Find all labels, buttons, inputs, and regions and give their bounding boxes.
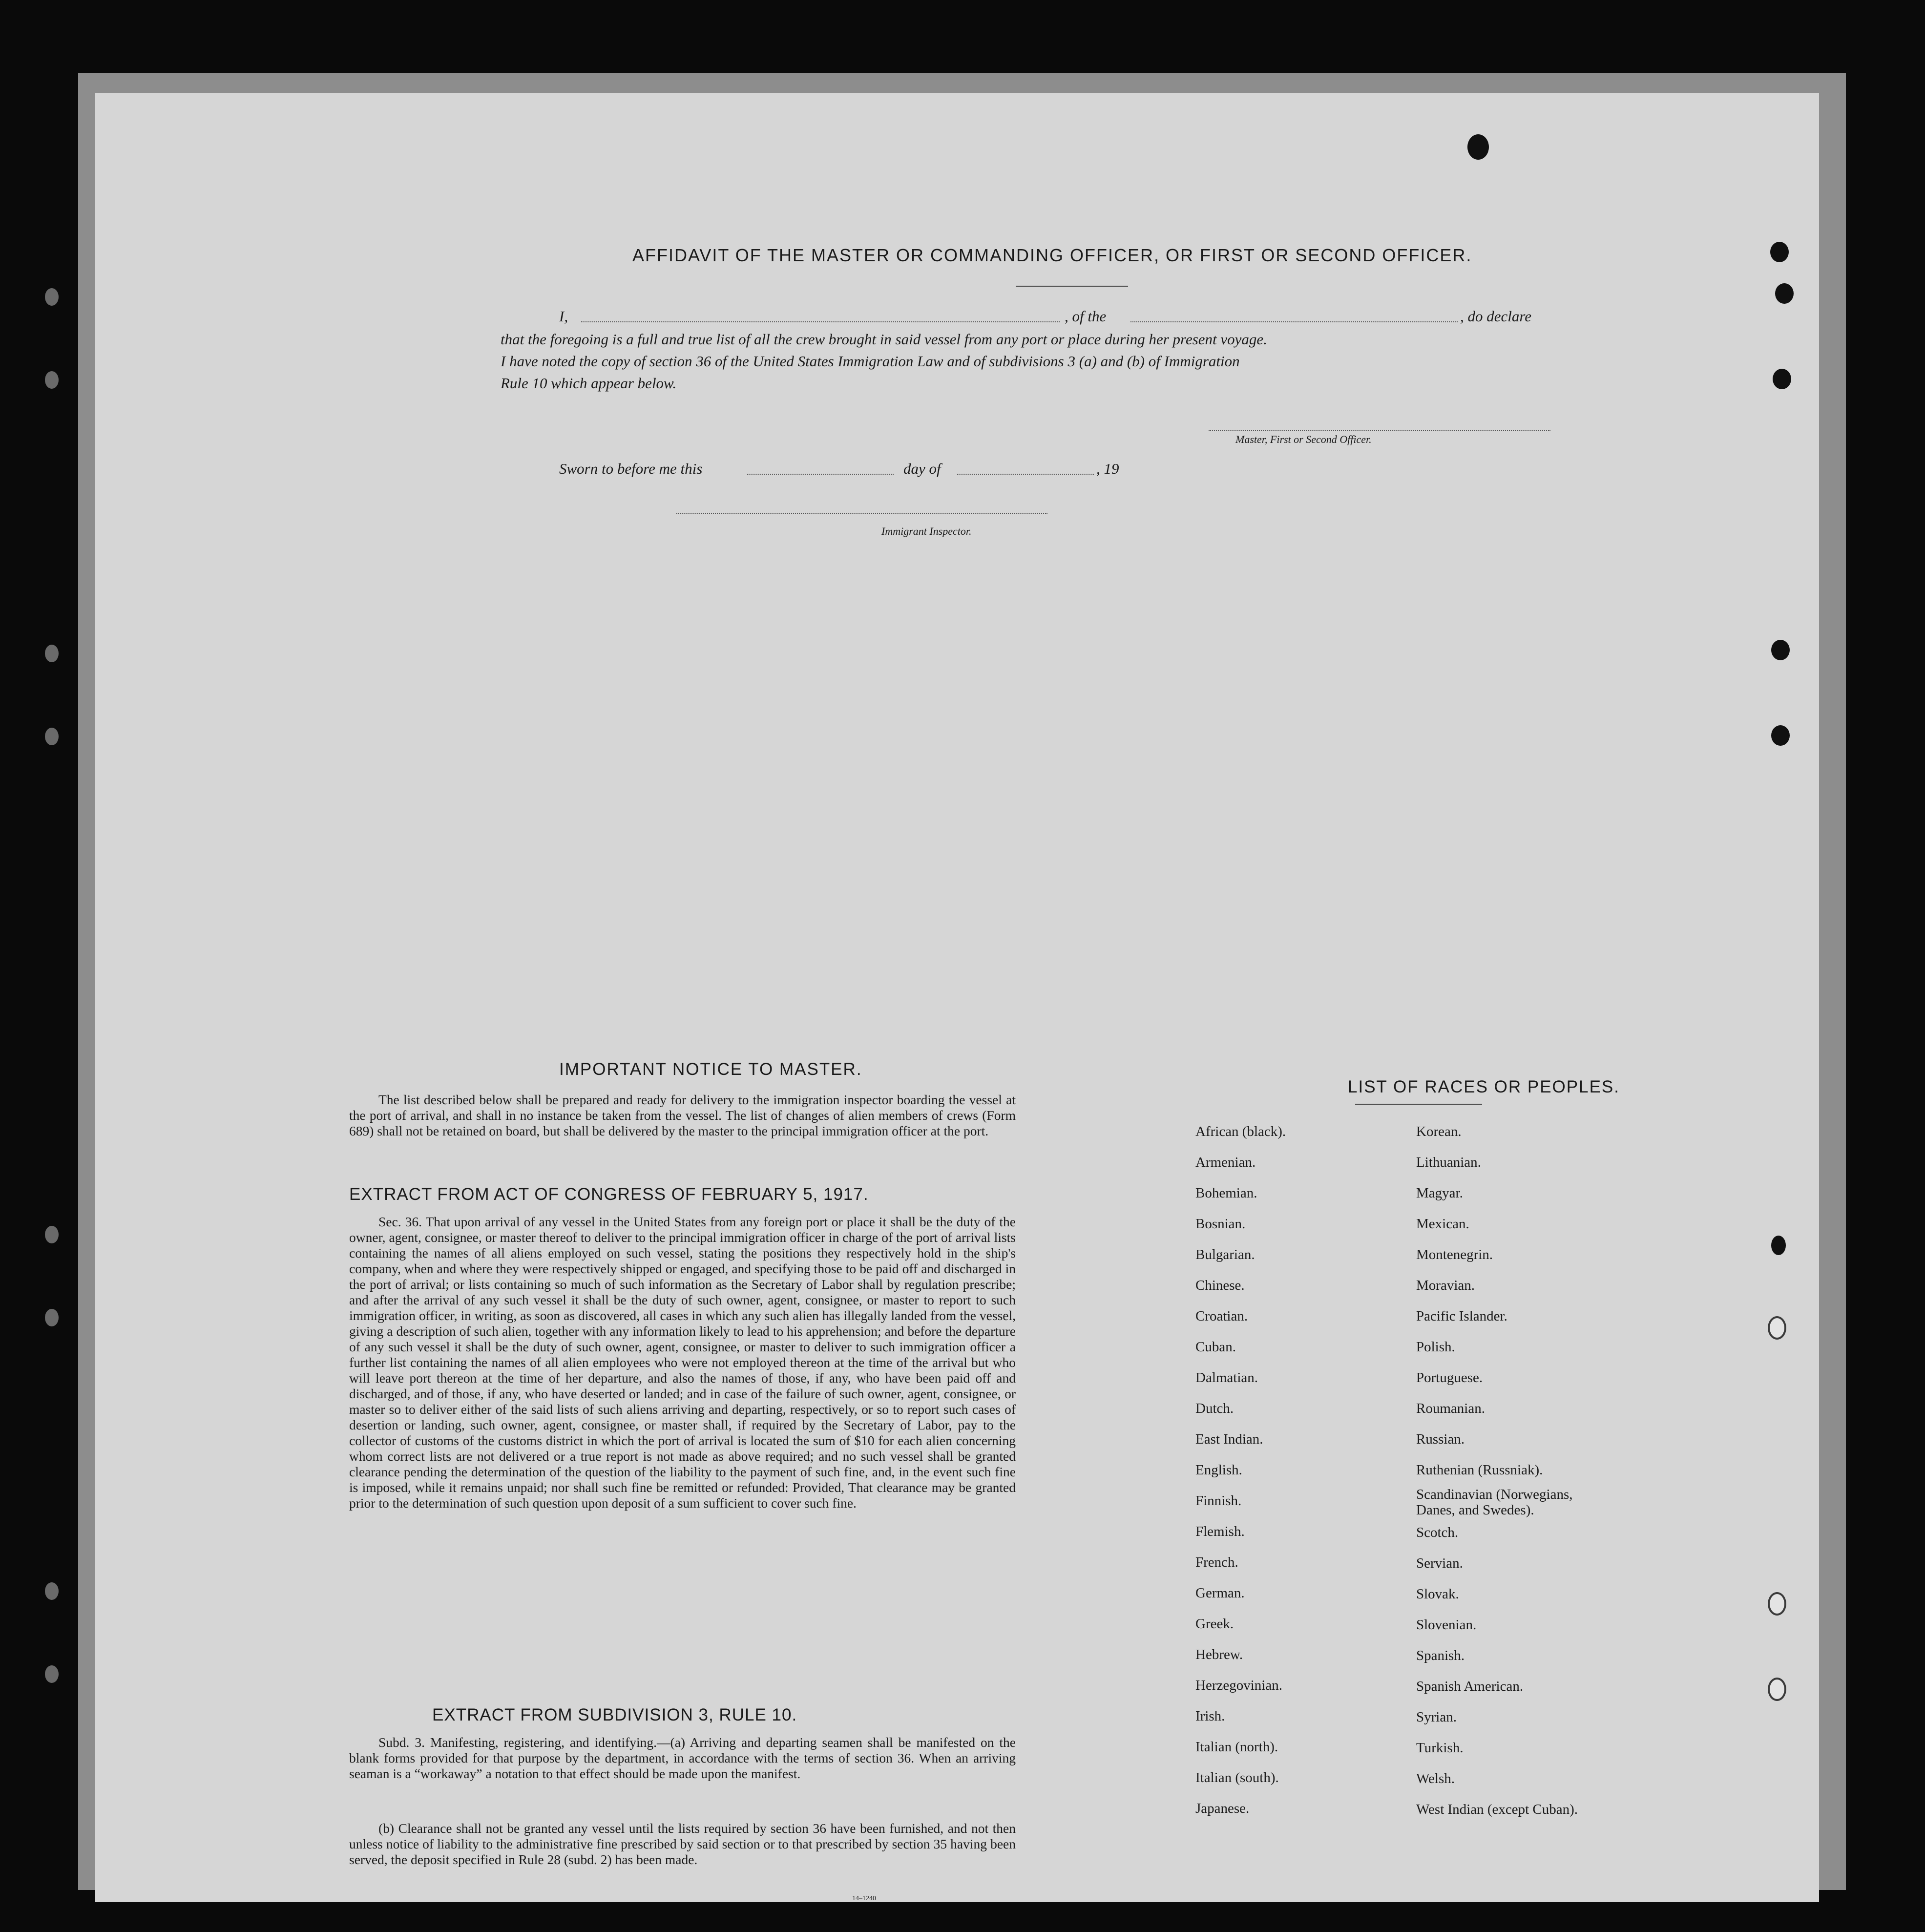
binding-hole	[45, 1309, 59, 1326]
binding-hole	[45, 728, 59, 745]
races-left-column	[1195, 1116, 1286, 1824]
race-item: West Indian (except Cuban).	[1416, 1802, 1578, 1817]
punch-hole	[1768, 1678, 1786, 1701]
race-item: Lithuanian.	[1416, 1155, 1481, 1170]
inspector-label: Immigrant Inspector.	[881, 525, 972, 537]
notice-body: The list described below shall be prepared and ready for delivery to the immigration inspector boarding the vessel at the port of arrival, and shall in no instance be taken from the vessel. The list of changes of alien members of crews (Form 689) shall not be retained on board, but shall be delivered by the master to the principal immigration officer at the port.	[349, 1092, 1016, 1138]
race-item: Chinese.	[1195, 1278, 1245, 1293]
punch-hole	[1775, 283, 1794, 304]
races-title: LIST OF RACES OR PEOPLES.	[1348, 1077, 1620, 1096]
race-item: Scandinavian (Norwegians, Danes, and Swedes).	[1416, 1487, 1573, 1518]
punch-hole	[1768, 1592, 1786, 1616]
race-item: Bohemian.	[1195, 1185, 1257, 1201]
act-extract-body: Sec. 36. That upon arrival of any vessel in the United States from any foreign port or place it shall be the duty of the owner, agent, consignee, or master thereof to deliver to the principal immigration officer in charge of the port of arrival lists containing the names of all aliens employed on such vessel, stating the positions they respectively hold in the ship's company, when and where they were respectively shipped or engaged, and specifying those to be paid off and discharged in the port of arrival; or lists containing so much of such information as the Secretary of Labor shall by regulation prescribe; and after the arrival of any such vessel it shall be the duty of such owner, agent, consignee, or master to report to such immigration officer, in writing, as soon as discovered, all cases in which any such alien has illegally landed from the vessel, giving a description of such alien, together with any information likely to lead to his apprehension; and before the departure of any such vessel it shall be the duty of such owner, agent, consignee, or master to deliver to such immigration officer a further list containing the names of all alien employees who were not employed thereon at the time of the arrival but who will leave port thereon at the time of her departure, and also the names of those, if any, who have been paid off and discharged, and of those, if any, who have deserted or landed; and in case of the failure of such owner, agent, consignee, or master so to deliver either of the said lists of such aliens arriving and departing, respectively, or so to report such cases of desertion or landing, such owner, agent, consignee, or master shall, if required by the Secretary of Labor, pay to the collector of customs of the customs district in which the port of arrival is located the sum of $10 for each alien concerning whom correct lists are not delivered or a true report is not made as above required; and no such vessel shall be granted clearance pending the determination of the question of the liability to the payment of such fine, and, in the event such fine is imposed, while it remains unpaid; nor shall such fine be remitted or refunded: Provided, That clearance may be granted prior to the determination of such question upon deposit of a sum sufficient to cover such fine.	[349, 1214, 1016, 1511]
race-item: Moravian.	[1416, 1278, 1475, 1293]
rule-extract-title: EXTRACT FROM SUBDIVISION 3, RULE 10.	[432, 1705, 797, 1724]
race-item: Korean.	[1416, 1124, 1462, 1139]
sworn-text: Sworn to before me this	[559, 460, 703, 477]
race-item: Mexican.	[1416, 1216, 1469, 1232]
race-item: Servian.	[1416, 1555, 1463, 1571]
month-blank[interactable]	[957, 474, 1094, 475]
affidavit-of-the: , of the	[1065, 308, 1107, 325]
race-item: Montenegrin.	[1416, 1247, 1493, 1262]
race-item: Bosnian.	[1195, 1216, 1246, 1232]
race-item: Pacific Islander.	[1416, 1308, 1507, 1324]
race-item: Welsh.	[1416, 1771, 1455, 1786]
affidavit-line-4: Rule 10 which appear below.	[501, 375, 677, 392]
punch-hole	[1773, 369, 1791, 389]
race-item: Magyar.	[1416, 1185, 1463, 1201]
race-item: Slovenian.	[1416, 1617, 1477, 1633]
binding-hole	[45, 1665, 59, 1683]
race-item: Japanese.	[1195, 1801, 1250, 1816]
rule-subd-b: (b) Clearance shall not be granted any vessel until the lists required by section 36 have been furnished, and not then unless notice of liability to the administrative fine prescribed by said section or to that prescribed by section 35 having been served, the deposit specified in Rule 28 (subd. 2) has been made.	[349, 1821, 1016, 1867]
race-item: Cuban.	[1195, 1339, 1236, 1355]
race-item: Roumanian.	[1416, 1401, 1485, 1416]
binding-hole	[45, 1226, 59, 1243]
day-of-text: day of	[903, 460, 941, 477]
affidavit-i-label: I,	[559, 308, 568, 325]
race-item: Syrian.	[1416, 1709, 1457, 1725]
punch-hole	[1770, 242, 1789, 262]
affidavit-line-3: I have noted the copy of section 36 of the United States Immigration Law and of subdivisions 3 (a) and (b) of Immigration	[501, 353, 1240, 370]
races-right-column	[1416, 1116, 1611, 1825]
affidavit-do-declare: , do declare	[1460, 308, 1532, 325]
act-extract-title: EXTRACT FROM ACT OF CONGRESS OF FEBRUARY 5, 1917.	[349, 1185, 869, 1204]
races-title-underline	[1355, 1104, 1482, 1105]
master-signature-line[interactable]	[1209, 430, 1550, 431]
race-item: Slovak.	[1416, 1586, 1459, 1602]
race-item: Spanish.	[1416, 1648, 1465, 1663]
inspector-signature-line[interactable]	[676, 513, 1047, 514]
race-item: Hebrew.	[1195, 1647, 1243, 1662]
race-item: Italian (north).	[1195, 1739, 1278, 1755]
name-blank[interactable]	[581, 321, 1060, 322]
race-item: Dalmatian.	[1195, 1370, 1258, 1386]
race-item: Greek.	[1195, 1616, 1234, 1632]
punch-hole	[1771, 640, 1790, 660]
affidavit-title: AFFIDAVIT OF THE MASTER OR COMMANDING OFFICER, OR FIRST OR SECOND OFFICER.	[632, 245, 1472, 265]
rule-subd-a: Subd. 3. Manifesting, registering, and identifying.—(a) Arriving and departing seamen shall be manifested on the blank forms provided for that purpose by the department, in accordance with the terms of section 36. When an arriving seaman is a “workaway” a notation to that effect should be made upon the manifest.	[349, 1735, 1016, 1781]
punch-hole	[1771, 725, 1790, 746]
vessel-blank[interactable]	[1130, 321, 1458, 322]
binding-hole	[45, 645, 59, 662]
binding-hole	[45, 371, 59, 389]
race-item: French.	[1195, 1554, 1238, 1570]
race-item: Herzegovinian.	[1195, 1678, 1282, 1693]
race-item: Turkish.	[1416, 1740, 1464, 1756]
binding-hole	[45, 288, 59, 306]
punch-hole	[1771, 1236, 1786, 1255]
binding-hole	[45, 1582, 59, 1600]
race-item: Dutch.	[1195, 1401, 1234, 1416]
punch-hole	[1467, 134, 1489, 160]
race-item: English.	[1195, 1462, 1242, 1478]
race-item: Bulgarian.	[1195, 1247, 1255, 1262]
race-item: German.	[1195, 1585, 1245, 1601]
race-item: Portuguese.	[1416, 1370, 1483, 1386]
race-item: Ruthenian (Russniak).	[1416, 1462, 1543, 1478]
race-item: East Indian.	[1195, 1431, 1263, 1447]
race-item: Polish.	[1416, 1339, 1455, 1355]
notice-title: IMPORTANT NOTICE TO MASTER.	[559, 1060, 862, 1079]
race-item: Scotch.	[1416, 1525, 1459, 1540]
day-blank[interactable]	[747, 474, 894, 475]
race-item: Spanish American.	[1416, 1679, 1524, 1694]
affidavit-line-2: that the foregoing is a full and true list of all the crew brought in said vessel from any port or place during her present voyage.	[501, 331, 1267, 348]
year-text: , 19	[1096, 460, 1119, 477]
race-item: Armenian.	[1195, 1155, 1256, 1170]
race-item: Finnish.	[1195, 1493, 1242, 1509]
race-item: Irish.	[1195, 1708, 1225, 1724]
race-item: Croatian.	[1195, 1308, 1248, 1324]
punch-hole	[1768, 1316, 1786, 1340]
race-item: Flemish.	[1195, 1524, 1245, 1539]
race-item: Italian (south).	[1195, 1770, 1279, 1785]
document-page	[95, 93, 1819, 1902]
master-label: Master, First or Second Officer.	[1235, 433, 1372, 445]
race-item: African (black).	[1195, 1124, 1286, 1139]
race-item: Russian.	[1416, 1431, 1465, 1447]
title-underline	[1016, 286, 1128, 287]
form-number: 14–1240	[852, 1895, 876, 1902]
